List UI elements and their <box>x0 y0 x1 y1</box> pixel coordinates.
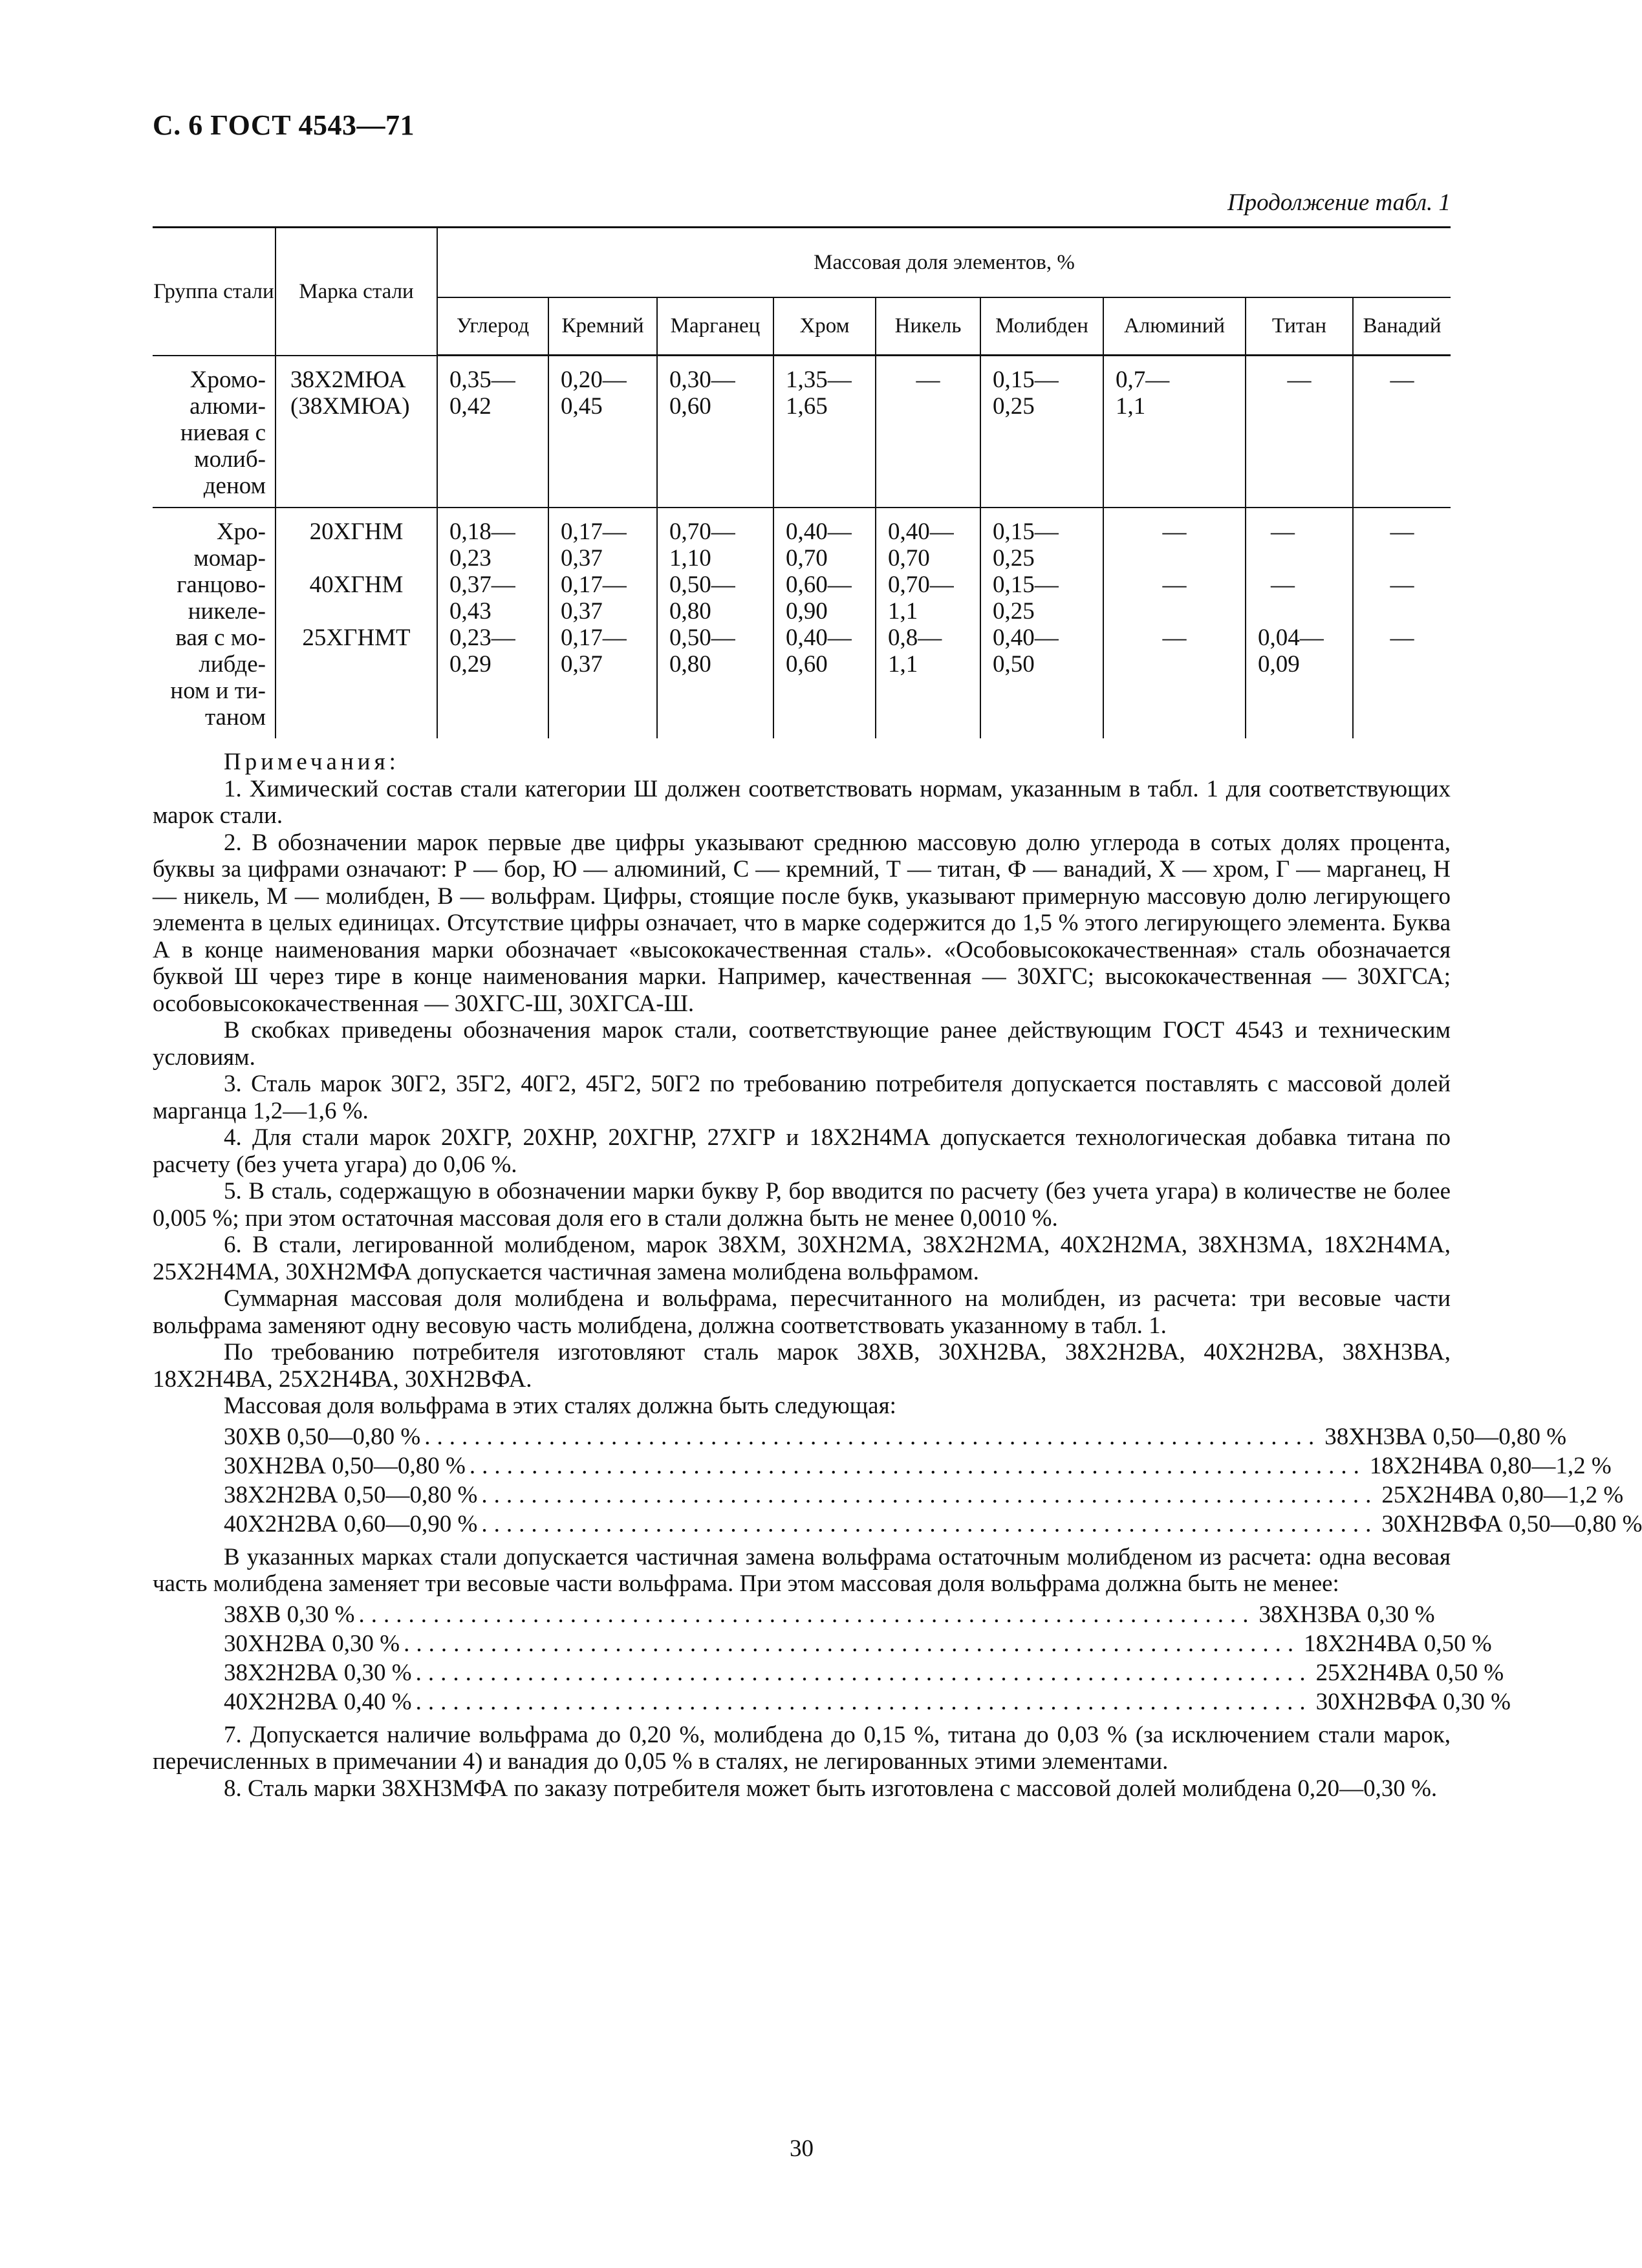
table-row <box>153 508 1451 738</box>
list-item: 30ХН2ВА 0,50—0,80 % ........................................................................ 18Х2Н4ВА 0,80—1,2 % <box>224 1452 1612 1479</box>
carbon-cell: 0,18— 0,23 0,37— 0,43 0,23— 0,29 <box>437 508 548 738</box>
list-item: 38Х2Н2ВА 0,50—0,80 % ........................................................................ 25Х2Н4ВА 0,80—1,2 % <box>224 1481 1624 1508</box>
vanadium-cell: — — — <box>1390 518 1414 651</box>
tungsten-min-list <box>224 1601 1511 1718</box>
header-manganese: Марганец <box>657 297 773 356</box>
titanium-cell: — <box>1246 356 1353 508</box>
note-6: 6. В стали, легированной молибденом, марок 38ХМ, 30ХН2МА, 38Х2Н2МА, 40Х2Н2МА, 38ХН3МА, 18Х2Н4МА, 25Х2Н4МА, 30ХН2МФА допускается частичная замена молибдена вольфрамом. <box>153 1232 1451 1285</box>
silicon-cell: 0,17— 0,37 0,17— 0,37 0,17— 0,37 <box>548 508 657 738</box>
composition-table <box>153 226 1451 738</box>
list-item: 40Х2Н2ВА 0,40 % ........................................................................ 30ХН2ВФА 0,30 % <box>224 1688 1511 1715</box>
notes-title: Примечания: <box>224 749 400 775</box>
tungsten-list <box>224 1423 1642 1540</box>
header-vanadium: Ванадий <box>1353 297 1451 356</box>
page-header: С. 6 ГОСТ 4543—71 <box>153 109 415 141</box>
manganese-cell: 0,70— 1,10 0,50— 0,80 0,50— 0,80 <box>657 508 773 738</box>
chromium-cell: 1,35— 1,65 <box>773 356 876 508</box>
note-7: 7. Допускается наличие вольфрама до 0,20 %, молибдена до 0,15 %, титана до 0,03 % (за исключением стали марок, перечисленных в примечании 4) и ванадия до 0,05 % в сталях, не легированных этими элементами. <box>153 1721 1451 1775</box>
table-row <box>153 356 1451 508</box>
header-carbon: Углерод <box>437 297 548 356</box>
note-2: 2. В обозначении марок первые две цифры указывают среднюю массовую долю углерода в сотых долях процента, буквы за цифрами означают: Р — бор, Ю — алюминий, С — кремний, Т — титан, Ф — ванадий, Х — хром, Г — марганец, Н — никель, М — молибден, В — вольфрам. Цифры, стоящие после букв, указывают примерную массовую долю легирующего элемента в целых единицах. Отсутствие цифры означает, что в марке содержится до 1,5 % этого легирующего элемента. Буква А в конце наименования марки обозначает «высококачественная сталь». «Особовысококачественная» сталь обозначается буквой Ш через тире в конце наименования марки. Например, качественная — 30ХГС; высококачественная — 30ХГСА; особовысококачественная — 30ХГС-Ш, 30ХГСА-Ш. <box>153 829 1451 1017</box>
note-4: 4. Для стали марок 20ХГР, 20ХНР, 20ХГНР, 27ХГР и 18Х2Н4МА допускается технологическая добавка титана по расчету (без учета угара) до 0,06 %. <box>153 1124 1451 1178</box>
note-3: 3. Сталь марок 30Г2, 35Г2, 40Г2, 45Г2, 50Г2 по требованию потребителя допускается поставлять с массовой долей марганца 1,2—1,6 %. <box>153 1071 1451 1124</box>
header-nickel: Никель <box>876 297 980 356</box>
header-molybdenum: Молибден <box>980 297 1103 356</box>
titanium-cell: — — 0,04— 0,09 <box>1246 508 1353 738</box>
list-item: 30ХВ 0,50—0,80 % ........................................................................ 38ХН3ВА 0,50—0,80 % <box>224 1423 1567 1450</box>
list-item: 40Х2Н2ВА 0,60—0,90 % ........................................................................ 30ХН2ВФА 0,50—0,80 % <box>224 1510 1642 1537</box>
note-1: 1. Химический состав стали категории Ш должен соответствовать нормам, указанным в табл. 1 для соответствующих марок стали. <box>153 775 1451 829</box>
note-6-replacement: В указанных марках стали допускается частичная замена вольфрама остаточным молибденом из расчета: одна весовая часть молибдена заменяет три весовые части вольфрама. При этом массовая доля вольфрама должна быть не менее: <box>153 1543 1451 1597</box>
header-grade: Марка стали <box>275 228 437 356</box>
vanadium-cell: — <box>1353 356 1451 508</box>
header-mass-fraction: Массовая доля элементов, % <box>437 228 1451 297</box>
grade-cell: 20ХГНМ 40ХГНМ 25ХГНМТ <box>275 508 437 738</box>
aluminium-cell: 0,7— 1,1 <box>1103 356 1246 508</box>
header-titanium: Титан <box>1246 297 1353 356</box>
header-group: Группа стали <box>153 228 275 356</box>
note-2-brackets: В скобках приведены обозначения марок стали, соответствующие ранее действующим ГОСТ 4543 и техническим условиям. <box>153 1017 1451 1071</box>
page-number: 30 <box>790 2135 814 2162</box>
molybdenum-cell: 0,15— 0,25 <box>980 356 1103 508</box>
aluminium-cell: — — — <box>1103 508 1246 738</box>
group-cell: Хро- момар- ганцово- никеле- вая с мо- либде- ном и ти- таном <box>153 508 275 738</box>
list-item: 38Х2Н2ВА 0,30 % ........................................................................ 25Х2Н4ВА 0,50 % <box>224 1659 1504 1686</box>
molybdenum-cell: 0,15— 0,25 0,15— 0,25 0,40— 0,50 <box>980 508 1103 738</box>
header-chromium: Хром <box>773 297 876 356</box>
nickel-cell: 0,40— 0,70 0,70— 1,1 0,8— 1,1 <box>876 508 980 738</box>
table-continuation-label: Продолжение табл. 1 <box>1227 189 1451 216</box>
silicon-cell: 0,20— 0,45 <box>548 356 657 508</box>
carbon-cell: 0,35— 0,42 <box>437 356 548 508</box>
list-item: 38ХВ 0,30 % ........................................................................ 38ХН3ВА 0,30 % <box>224 1601 1435 1628</box>
grade-cell: 38Х2МЮА (38ХМЮА) <box>275 356 437 508</box>
list-item: 30ХН2ВА 0,30 % ........................................................................ 18Х2Н4ВА 0,50 % <box>224 1630 1492 1657</box>
note-6-sum: Суммарная массовая доля молибдена и вольфрама, пересчитанного на молибден, из расчета: три весовые части вольфрама заменяют одну весовую часть молибдена, должна соответствовать указанному в табл. 1. <box>153 1285 1451 1339</box>
header-silicon: Кремний <box>548 297 657 356</box>
manganese-cell: 0,30— 0,60 <box>657 356 773 508</box>
chromium-cell: 0,40— 0,70 0,60— 0,90 0,40— 0,60 <box>773 508 876 738</box>
notes <box>153 749 1642 1802</box>
note-6-tungsten-grades: По требованию потребителя изготовляют сталь марок 38ХВ, 30ХН2ВА, 38Х2Н2ВА, 40Х2Н2ВА, 38ХН3ВА, 18Х2Н4ВА, 25Х2Н4ВА, 30ХН2ВФА. <box>153 1339 1451 1393</box>
note-8: 8. Сталь марки 38ХН3МФА по заказу потребителя может быть изготовлена с массовой долей молибдена 0,20—0,30 %. <box>224 1775 1438 1802</box>
note-6-tungsten-intro: Массовая доля вольфрама в этих сталях должна быть следующая: <box>224 1393 896 1419</box>
note-5: 5. В сталь, содержащую в обозначении марки букву Р, бор вводится по расчету (без учета угара) в количестве не более 0,005 %; при этом остаточная массовая доля его в стали должна быть не менее 0,0010 %. <box>153 1178 1451 1232</box>
group-cell: Хромо- алюми- ниевая с молиб- деном <box>153 356 275 508</box>
header-aluminium: Алюминий <box>1103 297 1246 356</box>
nickel-cell: — <box>876 356 980 508</box>
